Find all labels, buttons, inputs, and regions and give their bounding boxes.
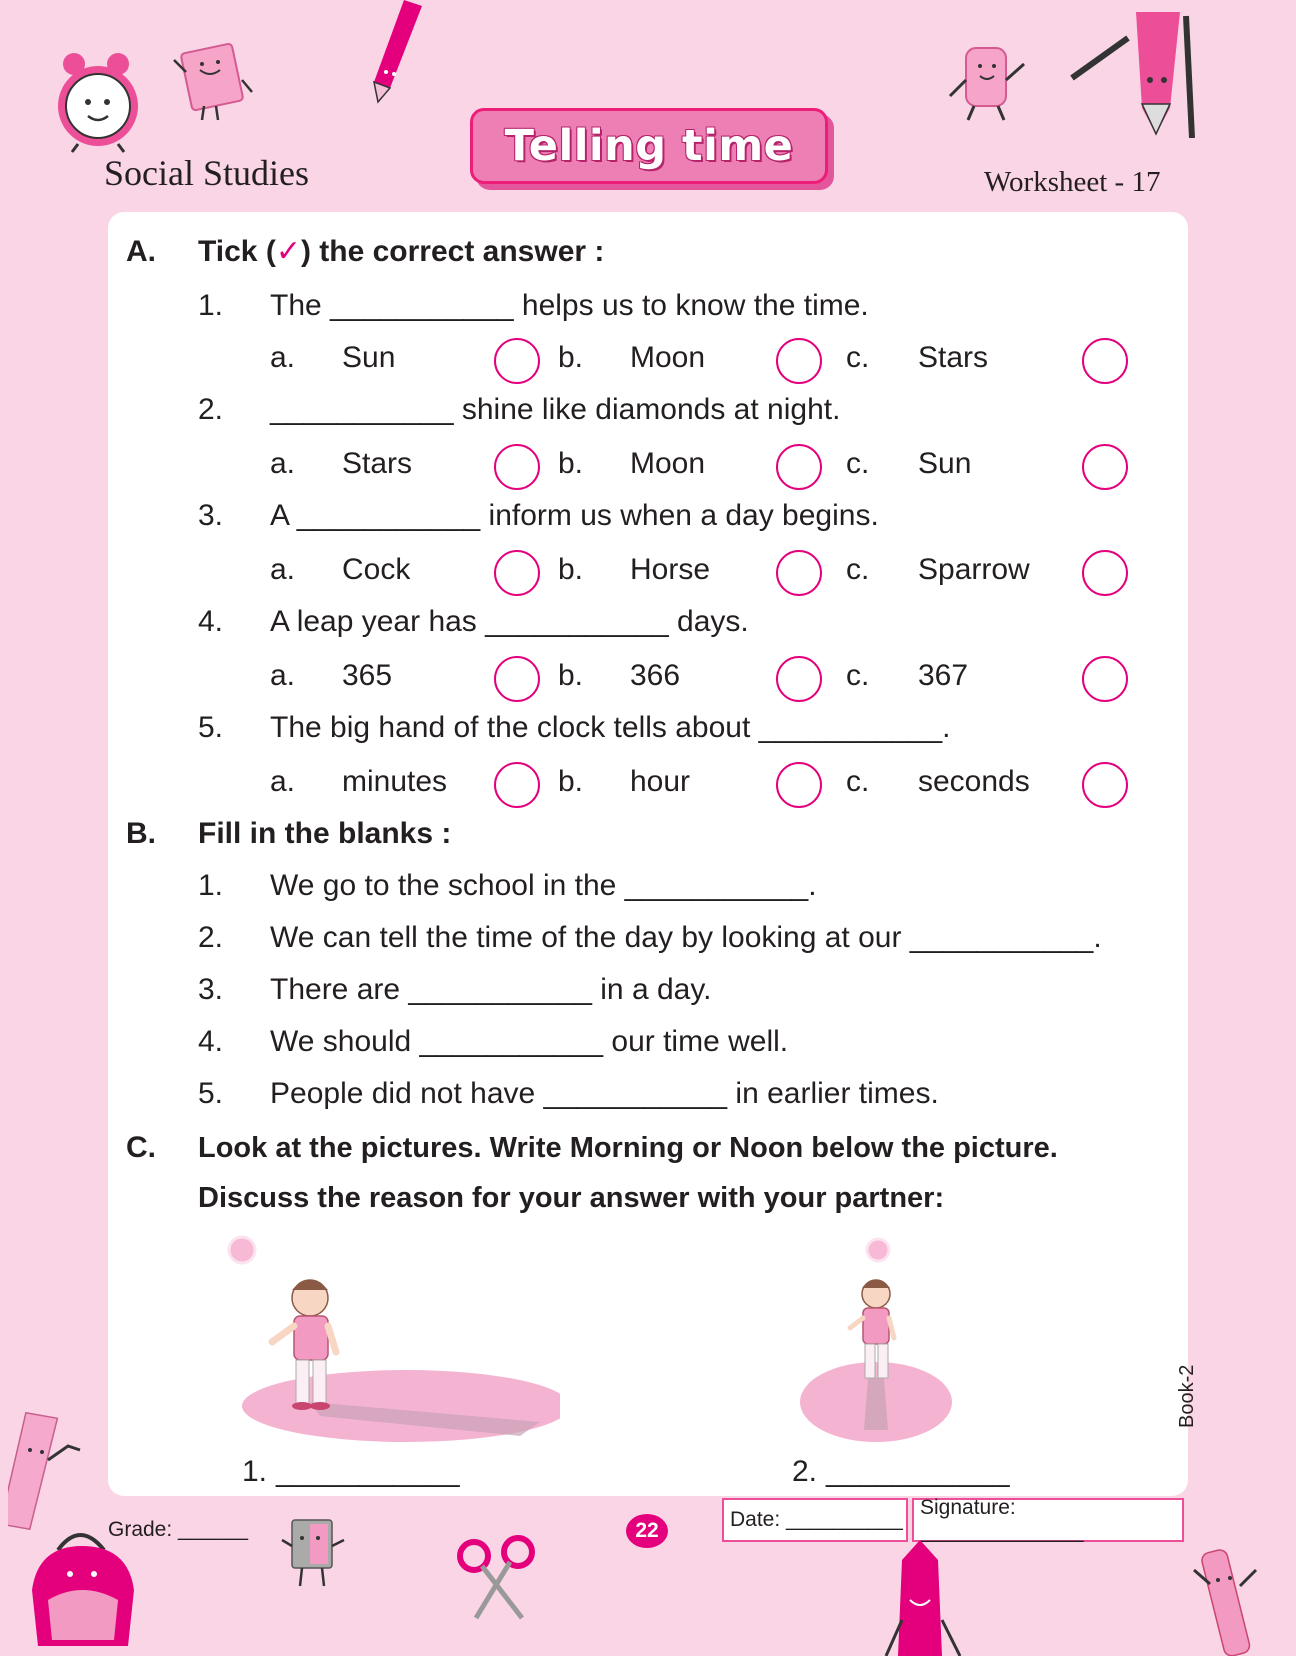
question-number: 3. [198,499,224,532]
answer-circle[interactable] [1082,656,1128,702]
sharpener-character-icon [280,1510,346,1590]
option-letter: c. [846,341,870,374]
option-text: Sparrow [918,553,1030,586]
answer-circle[interactable] [494,338,540,384]
blank-item-number: 4. [198,1025,224,1058]
pencil-icon [360,0,430,104]
option-text: Sun [342,341,396,374]
question-text: ___________ shine like diamonds at night. [270,393,841,426]
option-text: Horse [630,553,711,586]
option-text: Sun [918,447,972,480]
option-letter: a. [270,659,296,692]
option-text: Stars [918,341,989,374]
option-letter: c. [846,659,870,692]
pen-character-icon [1190,1540,1260,1656]
section-b-heading: Fill in the blanks : [198,817,452,850]
option-letter: a. [270,765,296,798]
answer-2-number: 2. [792,1455,818,1488]
signature-field[interactable]: Signature: ______________ [912,1498,1184,1542]
question-number: 5. [198,711,224,744]
blank-item-number: 1. [198,869,224,902]
notebook-icon [170,40,254,122]
eraser-icon [944,40,1028,122]
option-text: Cock [342,553,411,586]
crayon-character-icon [880,1540,970,1656]
ruler-character-icon [8,1410,98,1530]
pencil-character-icon [1070,8,1210,138]
answer-circle[interactable] [494,762,540,808]
question-number: 2. [198,393,224,426]
option-letter: a. [270,341,296,374]
blank-item-text: We go to the school in the ___________. [270,869,817,902]
blank-item-text: There are ___________ in a day. [270,973,712,1006]
answer-circle[interactable] [776,762,822,808]
answer-circle[interactable] [494,444,540,490]
alarm-clock-icon [52,46,150,154]
answer-circle[interactable] [776,550,822,596]
option-letter: a. [270,553,296,586]
question-text: A leap year has ___________ days. [270,605,749,638]
worksheet-title-banner [470,108,828,184]
option-text: Moon [630,341,706,374]
answer-circle[interactable] [776,656,822,702]
blank-item-text: People did not have ___________ in earlier times. [270,1077,939,1110]
option-letter: c. [846,765,870,798]
scissors-icon [452,1534,542,1624]
option-letter: b. [558,659,584,692]
option-text: Stars [342,447,413,480]
option-text: 366 [630,659,681,692]
answer-circle[interactable] [776,444,822,490]
question-number: 4. [198,605,224,638]
blank-item-number: 3. [198,973,224,1006]
subject-title: Social Studies [104,153,309,193]
grade-label[interactable]: Grade: ______ [108,1518,249,1541]
option-letter: a. [270,447,296,480]
answer-1-blank[interactable]: ___________ [276,1455,460,1488]
question-text: The ___________ helps us to know the time. [270,289,869,322]
option-letter: b. [558,341,584,374]
morning-boy-picture [210,1230,560,1450]
book-label: Book-2 [1176,1364,1198,1428]
option-text: Moon [630,447,706,480]
option-text: minutes [342,765,448,798]
blank-item-text: We should ___________ our time well. [270,1025,789,1058]
option-text: hour [630,765,691,798]
section-b-letter: B. [126,817,156,850]
worksheet-number: Worksheet - 17 [984,166,1161,198]
question-text: A ___________ inform us when a day begins. [270,499,879,532]
section-c-heading-line1: Look at the pictures. Write Morning or Noon below the picture. [198,1132,1058,1164]
option-text: 367 [918,659,969,692]
option-letter: c. [846,447,870,480]
section-c-heading-line2: Discuss the reason for your answer with your partner: [198,1182,945,1214]
option-text: 365 [342,659,393,692]
option-text: seconds [918,765,1030,798]
answer-circle[interactable] [776,338,822,384]
date-field[interactable]: Date: __________ [722,1498,908,1542]
question-text: The big hand of the clock tells about ___________. [270,711,951,744]
option-letter: b. [558,553,584,586]
section-a-heading: Tick (✓) the correct answer : [198,235,605,268]
option-letter: b. [558,447,584,480]
question-number: 1. [198,289,224,322]
blank-item-number: 2. [198,921,224,954]
section-a-letter: A. [126,235,156,268]
option-letter: c. [846,553,870,586]
answer-circle[interactable] [1082,762,1128,808]
answer-1-number: 1. [242,1455,268,1488]
blank-item-number: 5. [198,1077,224,1110]
page-number-badge: 22 [626,1514,668,1548]
noon-boy-picture [780,1230,980,1450]
bag-character-icon [18,1520,148,1650]
worksheet-title: Telling time [504,121,794,171]
blank-item-text: We can tell the time of the day by looking at our ___________. [270,921,1102,954]
answer-circle[interactable] [1082,338,1128,384]
section-c-letter: C. [126,1131,156,1164]
answer-circle[interactable] [494,656,540,702]
answer-2-blank[interactable]: ___________ [826,1455,1010,1488]
option-letter: b. [558,765,584,798]
tick-mark-icon: ✓ [275,235,301,268]
answer-circle[interactable] [494,550,540,596]
answer-circle[interactable] [1082,550,1128,596]
answer-circle[interactable] [1082,444,1128,490]
